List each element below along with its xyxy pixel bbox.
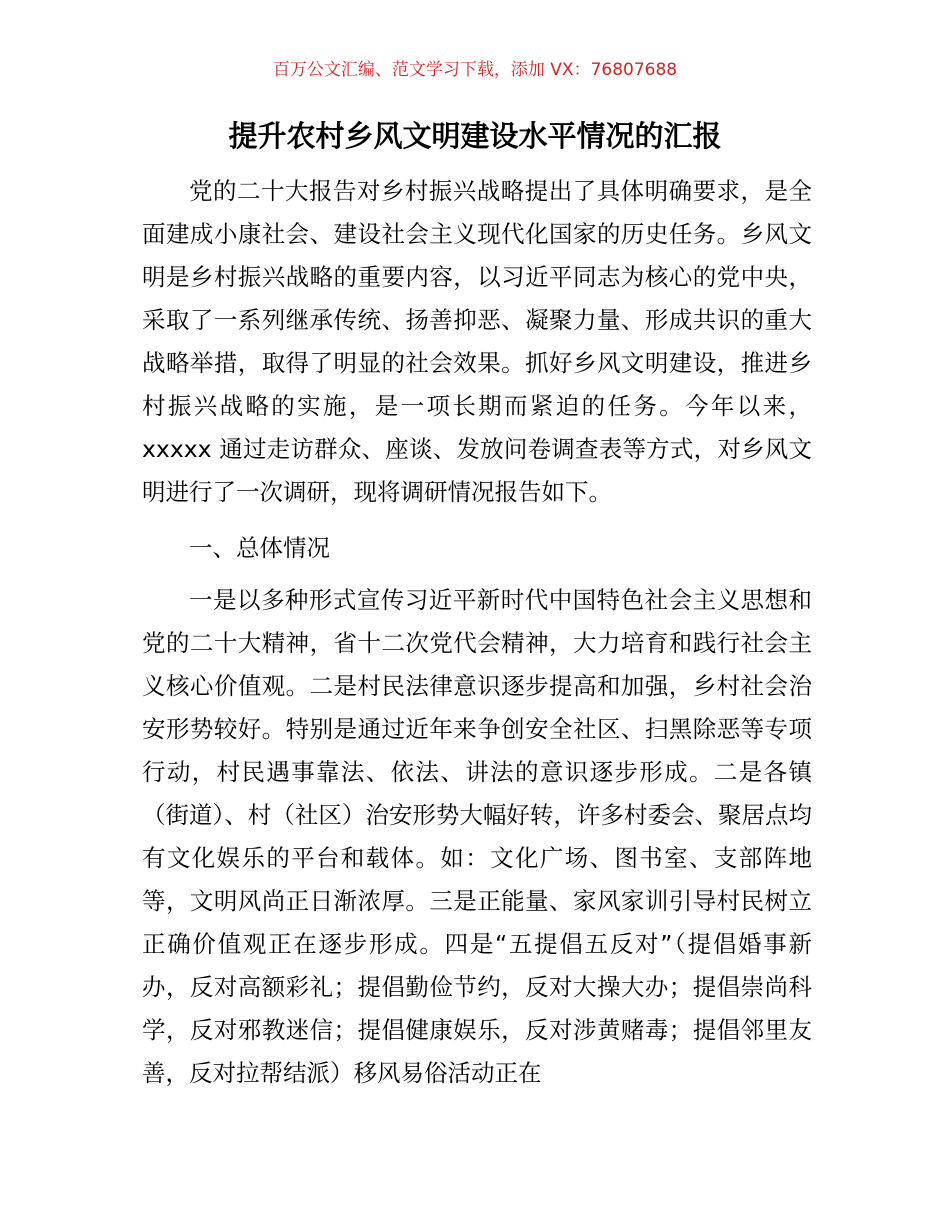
section-heading-overview (142, 527, 812, 570)
header-watermark: 百万公文汇编、范文学习下载，添加 VX：76807688 (272, 60, 678, 80)
paragraph-text: 党的二十大报告对乡村振兴战略提出了具体明确要求，是全面建成小康社会、建设社会主义现代化国家的历史任务。乡风文明是乡村振兴战略的重要内容，以习近平同志为核心的党中央，采取了一系列继承传统、扬善抑恶、凝聚力量、形成共识的重大战略举措，取得了明显的社会效果。抓好乡风文明建设，推进乡村振兴战略的实施，是一项长期而紧迫的任务。今年以来，xxxxx 通过走访群众、座谈、发放问卷调查表等方式，对乡风文明进行了一次调研，现将调研情况报告如下。 (142, 177, 812, 506)
document-title: 提升农村乡风文明建设水平情况的汇报 (228, 119, 722, 153)
section-heading-text: 一、总体情况 (189, 534, 330, 562)
body-paragraph-overview (142, 579, 812, 1095)
body-paragraph-intro (142, 170, 812, 514)
paragraph-text: 一是以多种形式宣传习近平新时代中国特色社会主义思想和党的二十大精神，省十二次党代会精神，大力培育和践行社会主义核心价值观。二是村民法律意识逐步提高和加强，乡村社会治安形势较好。特别是通过近年来争创安全社区、扫黑除恶等专项行动，村民遇事靠法、依法、讲法的意识逐步形成。二是各镇（街道）、村（社区）治安形势大幅好转，许多村委会、聚居点均有文化娱乐的平台和载体。如：文化广场、图书室、支部阵地等，文明风尚正日渐浓厚。三是正能量、家风家训引导村民树立正确价值观正在逐步形成。四是“五提倡五反对”（提倡婚事新办，反对高额彩礼；提倡勤俭节约，反对大操大办；提倡崇尚科学，反对邪教迷信；提倡健康娱乐，反对涉黄赌毒；提倡邻里友善，反对拉帮结派）移风易俗活动正在 (142, 586, 812, 1087)
